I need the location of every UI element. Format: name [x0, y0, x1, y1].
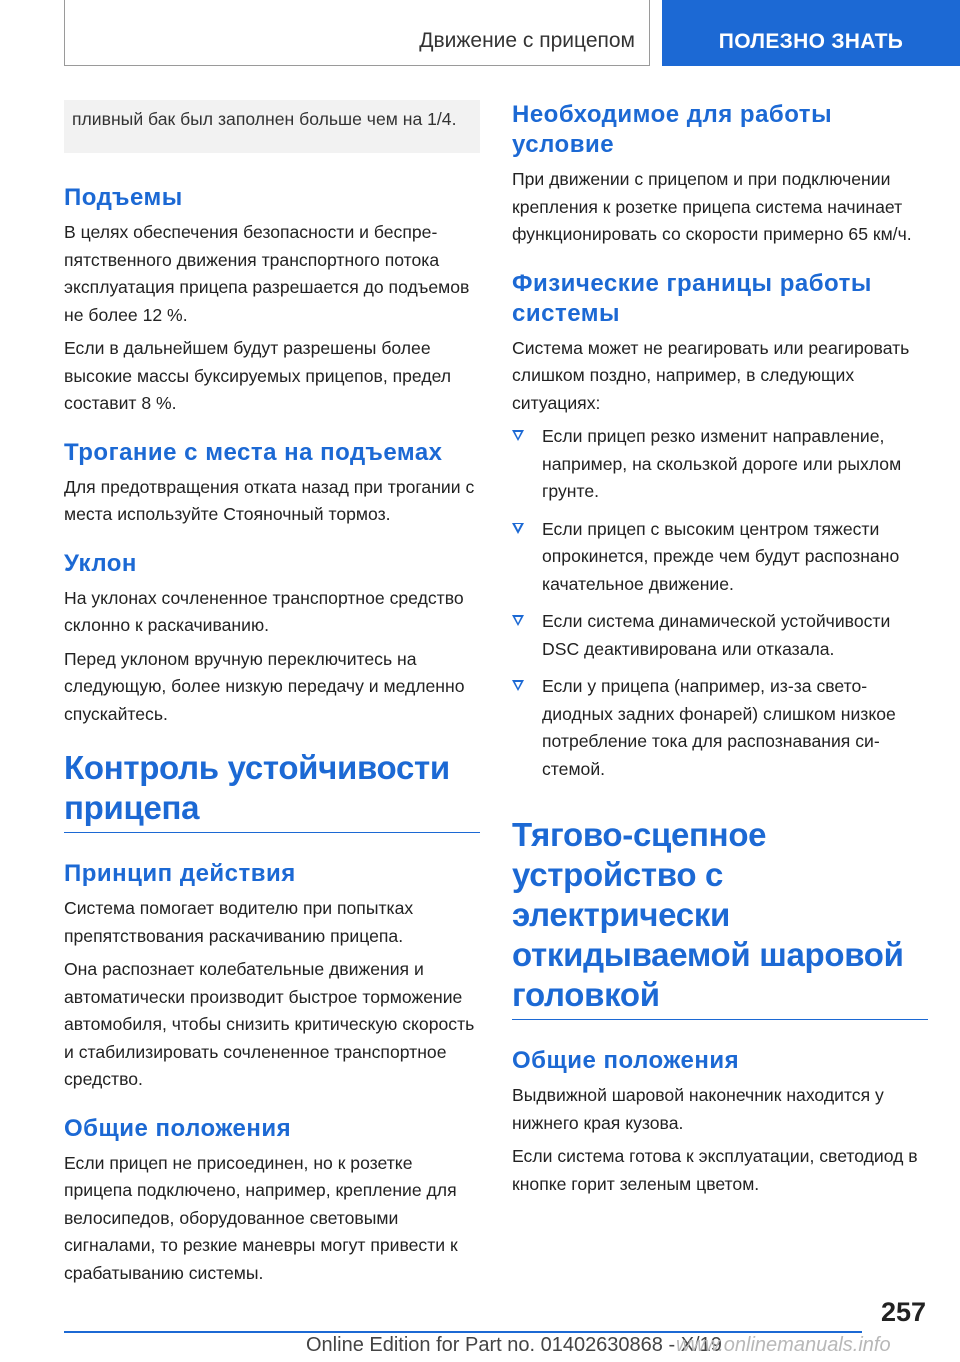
heading-principle: Принцип действия — [64, 860, 296, 887]
descent-paragraph-2: Перед уклоном вручную переключитесь на следующую, более низкую передачу и медленно спускайтесь. — [64, 648, 465, 724]
chapter-heading-hitch — [512, 815, 928, 1020]
principle-paragraph-2: Она распознает колебательные движения и автоматически производит быстрое торможение автомобиля, чтобы снизить критическую скорость и стабилизировать сочлененное транспортное средство. — [64, 959, 475, 1089]
ascents-paragraph-2: Если в дальнейшем будут разрешены более высокие массы буксируемых прицепов, предел составит 8 %. — [64, 338, 452, 413]
heading-general-left: Общие положения — [64, 1114, 292, 1142]
list-item: Если система динамической устойчивости DSC деактивирована или отказала. — [512, 608, 928, 663]
page-number: 257 — [880, 1297, 926, 1327]
footer-edition-text: Online Edition for Part no. 01402630868 - X/19 — [306, 1334, 722, 1356]
triangle-bullet-icon — [512, 680, 524, 691]
general-right-paragraph-1: Выдвижной шаровой наконечник находится у нижнего края кузова. — [512, 1085, 884, 1133]
ascents-paragraph-1: В целях обеспечения безопасности и беспрепятственного движения транспортного потока эксплуатация прицепа разрешается до подъемов не более 12 %. — [64, 222, 470, 325]
list-item: Если прицеп с высоким центром тяжести опрокинется, прежде чем будут распознано качательное движение. — [512, 516, 928, 599]
triangle-bullet-icon — [512, 523, 524, 534]
heading-limits: Физические границы работы системы — [512, 269, 872, 327]
general-left-paragraph: Если прицеп не присоединен, но к розетке прицепа подключено, например, крепление для велосипедов, оборудованное световыми сигналами, то резкие маневры могут привести к срабатыванию системы. — [64, 1152, 458, 1283]
header-chapter-tab — [64, 0, 650, 66]
conditions-paragraph: При движении с прицепом и при подключении крепления к розетке прицепа система начинает функционировать со скорости примерно 65 км/ч. — [512, 169, 912, 244]
heading-start-on-slope: Трогание с места на подъемах — [64, 438, 443, 466]
left-column — [64, 100, 480, 1307]
heading-general-right: Общие положения — [512, 1047, 740, 1074]
right-column — [512, 100, 928, 1218]
header-section-tab — [662, 0, 960, 66]
heading-conditions: Необходимое для работы условие — [512, 101, 833, 158]
note-box — [64, 100, 480, 153]
chapter-title: Движение с прицепом — [419, 29, 635, 52]
triangle-bullet-icon — [512, 430, 524, 441]
limits-list — [512, 423, 928, 783]
heading-descent: Уклон — [64, 549, 137, 577]
start-slope-paragraph: Для предотвращения отката назад при трогании с места используйте Стояночный тормоз. — [64, 476, 475, 524]
heading-stability-control: Контроль устойчивости прицепа — [64, 749, 450, 826]
triangle-bullet-icon — [512, 615, 524, 626]
limits-paragraph: Система может не реагировать или реагировать слишком поздно, например, в следующих ситуациях: — [512, 337, 910, 413]
general-right-paragraph-2: Если система готова к эксплуатации, светодиод в кнопке горит зеленым цветом. — [512, 1146, 918, 1194]
section-limits — [512, 269, 928, 784]
heading-ascents: Подъемы — [64, 184, 183, 211]
list-item: Если прицеп резко изменит направление, например, на скользкой дороге или рыхлом грунте. — [512, 423, 928, 506]
section-ascents — [64, 183, 480, 418]
section-principle — [64, 859, 480, 1094]
footer-divider — [64, 1331, 862, 1333]
note-text: пливный бак был заполнен больше чем на 1/4. — [72, 109, 457, 129]
watermark-text: www.onlinemanuals.info — [676, 1334, 891, 1356]
section-title: ПОЛЕЗНО ЗНАТЬ — [718, 30, 904, 53]
section-general-left — [64, 1114, 480, 1288]
list-item: Если у прицепа (например, из-за светодиодных задних фонарей) слишком низкое потребление тока для распознавания системой. — [512, 673, 928, 783]
heading-hitch: Тягово-сцепное устройство с электрически откидываемой шаровой головкой — [512, 816, 904, 1013]
section-start-on-slope — [64, 438, 480, 529]
chapter-heading-stability — [64, 748, 480, 833]
section-descent — [64, 549, 480, 729]
section-general-right — [512, 1046, 928, 1198]
section-conditions — [512, 100, 928, 249]
principle-paragraph-1: Система помогает водителю при попытках препятствования раскачиванию прицепа. — [64, 898, 414, 946]
descent-paragraph-1: На уклонах сочлененное транспортное средство склонно к раскачиванию. — [64, 587, 464, 635]
